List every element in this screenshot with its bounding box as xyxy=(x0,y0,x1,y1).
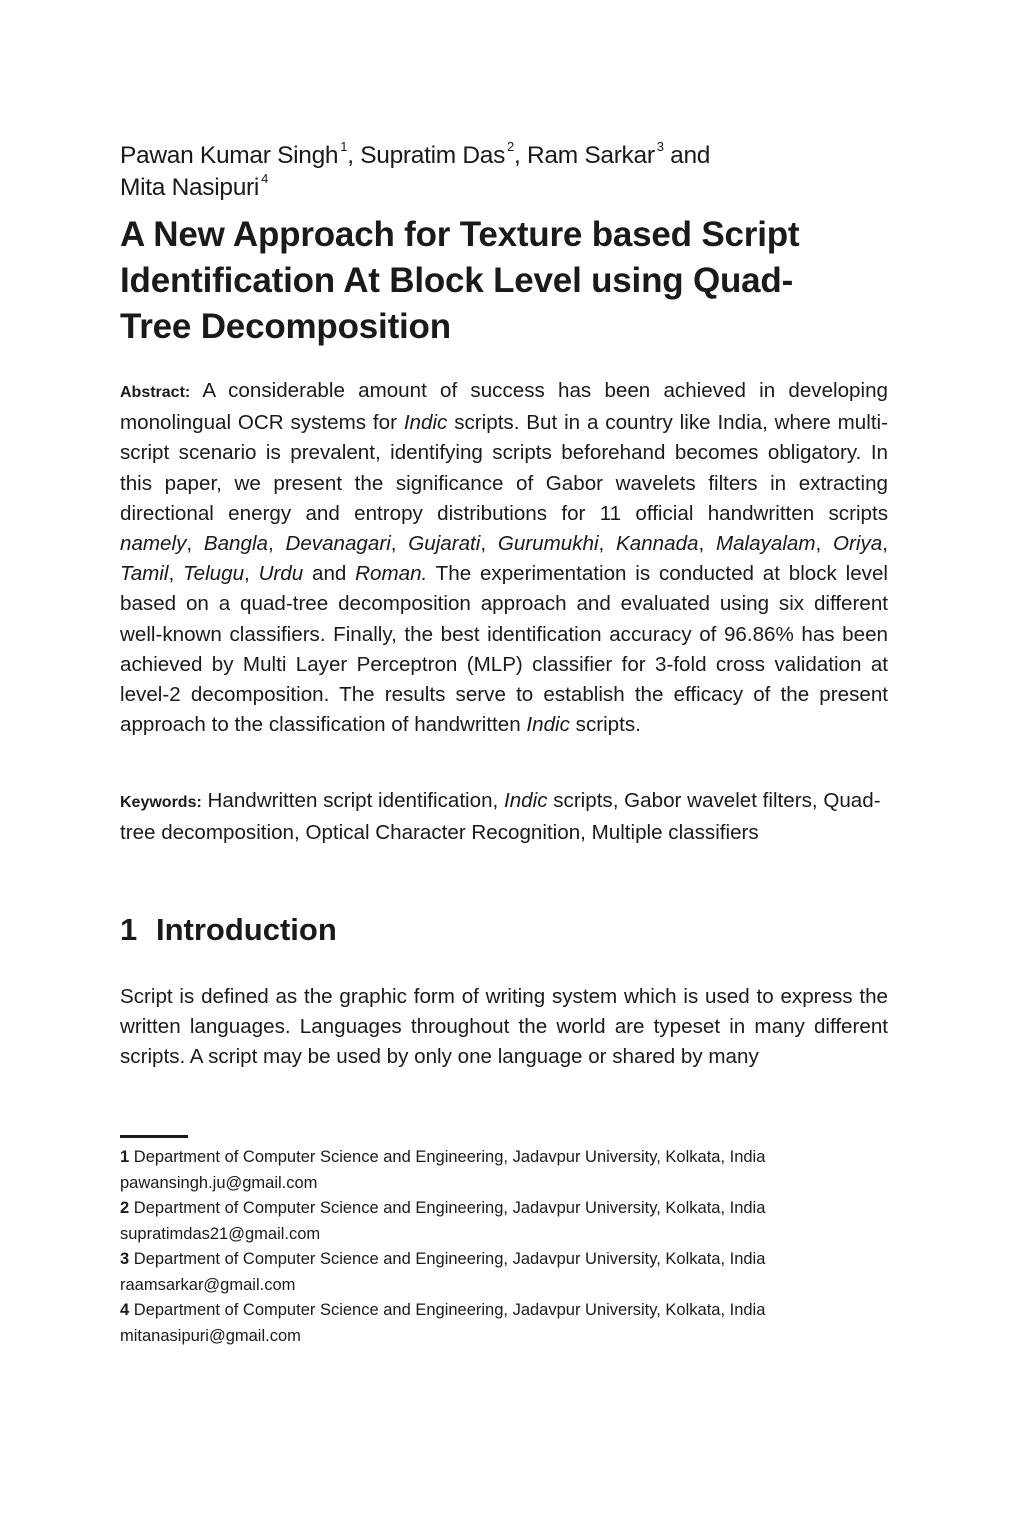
paper-title: A New Approach for Texture based Script Identification At Block Level using Quad- Tree Decomposition xyxy=(120,215,800,346)
author-affil-marker: 1 xyxy=(340,139,348,154)
footnote: 3 Department of Computer Science and Engineering, Jadavpur University, Kolkata, India raamsarkar@gmail.com xyxy=(120,1250,766,1294)
footnote: 1 Department of Computer Science and Engineering, Jadavpur University, Kolkata, India pawansingh.ju@gmail.com xyxy=(120,1148,766,1192)
email-link[interactable]: raamsarkar@gmail.com xyxy=(120,1275,296,1294)
intro-paragraph: Script is defined as the graphic form of writing system which is used to express the written languages. Languages throughout the world are typeset in many different scripts. A script may be used by only one language or shared by many xyxy=(120,985,888,1069)
keywords: Keywords: Handwritten script identification, Indic scripts, Gabor wavelet filters, Quad-tree decomposition, Optical Character Recognition, Multiple classifiers xyxy=(120,789,881,845)
footnotes xyxy=(120,1145,888,1349)
author-name: Supratim Das xyxy=(360,142,506,169)
abstract: Abstract: A considerable amount of success has been achieved in developing monolingual OCR systems for Indic scripts. But in a country like India, where multi-script scenario is prevalent, identifying scripts beforehand becomes obligatory. In this paper, we present the significance of Gabor wavelets filters in extracting directional energy and entropy distributions for 11 official handwritten scripts namely, Bangla, Devanagari, Gujarati, Gurumukhi, Kannada, Malayalam, Oriya, Tamil, Telugu, Urdu and Roman. The experimentation is conducted at block level based on a quad-tree decomposition approach and evaluated using six different well-known classifiers. Finally, the best identification accuracy of 96.86% has been achieved by Multi Layer Perceptron (MLP) classifier for 3-fold cross validation at level-2 decomposition. The results serve to establish the efficacy of the present approach to the classification of handwritten Indic scripts. xyxy=(120,379,888,737)
email-link[interactable]: supratimdas21@gmail.com xyxy=(120,1224,321,1243)
author-affil-marker: 4 xyxy=(261,171,268,186)
author-name: Pawan Kumar Singh xyxy=(120,142,339,169)
section-heading xyxy=(120,908,337,952)
abstract-label: Abstract: xyxy=(120,384,191,401)
email-link[interactable]: mitanasipuri@gmail.com xyxy=(120,1326,301,1345)
footnote: 2 Department of Computer Science and Engineering, Jadavpur University, Kolkata, India supratimdas21@gmail.com xyxy=(120,1199,766,1243)
section-number: 1 xyxy=(120,912,138,947)
author-name: Mita Nasipuri xyxy=(120,174,260,201)
author-affil-marker: 3 xyxy=(656,139,664,154)
author-affil-marker: 2 xyxy=(507,139,514,154)
keywords-label: Keywords: xyxy=(120,794,202,811)
author-list: Pawan Kumar Singh $^1$, Supratim Das $^2$, Ram Sarkar $^3$ and Mita Nasipuri $^4$ xyxy=(120,139,711,201)
footnote: 4 Department of Computer Science and Engineering, Jadavpur University, Kolkata, India mitanasipuri@gmail.com xyxy=(120,1301,766,1345)
section-title: Introduction xyxy=(156,912,337,947)
email-link[interactable]: pawansingh.ju@gmail.com xyxy=(120,1173,318,1192)
author-name: Ram Sarkar xyxy=(527,142,655,169)
footnote-rule xyxy=(120,1135,188,1138)
